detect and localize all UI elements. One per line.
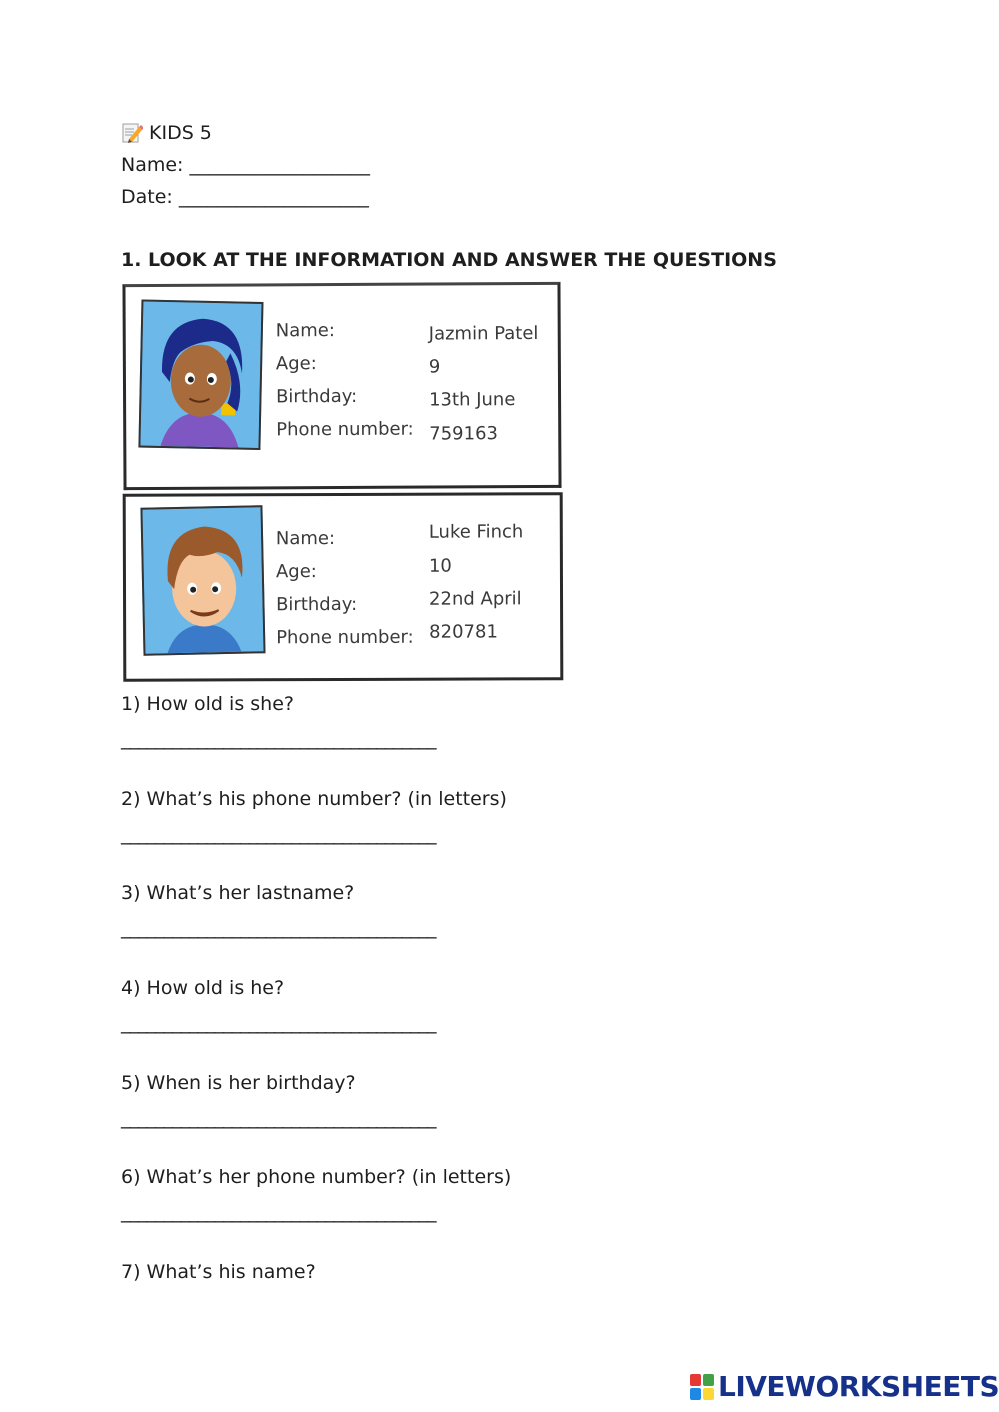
- section-heading: 1. LOOK AT THE INFORMATION AND ANSWER THE QUESTIONS: [121, 249, 777, 271]
- question-4: 4) How old is he?: [121, 977, 285, 999]
- age-value: 10: [428, 555, 452, 577]
- answer-line-6[interactable]: _____________________________________: [121, 1201, 436, 1223]
- info-cards-image: [121, 281, 561, 680]
- phone-value: 759163: [429, 423, 499, 445]
- name-field-line[interactable]: Name: ___________________: [121, 154, 370, 176]
- answer-line-4[interactable]: _____________________________________: [121, 1012, 436, 1034]
- date-field-line[interactable]: Date: ____________________: [121, 186, 369, 208]
- question-3: 3) What’s her lastname?: [121, 882, 355, 904]
- memo-pencil-icon: [121, 122, 143, 144]
- title-text: KIDS 5: [149, 122, 212, 144]
- age-value: 9: [428, 356, 441, 378]
- question-1: 1) How old is she?: [121, 693, 294, 715]
- logo-text: LIVEWORKSHEETS: [718, 1370, 999, 1403]
- info-card-luke: [123, 492, 564, 682]
- question-2: 2) What’s his phone number? (in letters): [121, 788, 507, 810]
- birthday-label: Birthday:: [276, 385, 358, 408]
- phone-value: 820781: [429, 621, 498, 643]
- name-value: Luke Finch: [428, 521, 524, 543]
- info-card-jazmin: [122, 282, 561, 490]
- age-label: Age:: [275, 561, 317, 583]
- answer-line-1[interactable]: _____________________________________: [121, 728, 436, 750]
- girl-portrait-icon: [138, 299, 263, 450]
- age-label: Age:: [275, 353, 317, 375]
- birthday-value: 13th June: [429, 389, 516, 411]
- boy-portrait-icon: [140, 505, 265, 656]
- phone-label: Phone number:: [276, 418, 414, 441]
- logo-mark-icon: [690, 1374, 714, 1400]
- question-5: 5) When is her birthday?: [121, 1072, 356, 1094]
- phone-label: Phone number:: [276, 626, 414, 649]
- liveworksheets-logo: [690, 1370, 999, 1403]
- name-label: Name:: [275, 320, 335, 342]
- answer-line-5[interactable]: _____________________________________: [121, 1107, 436, 1129]
- question-7: 7) What’s his name?: [121, 1261, 316, 1283]
- name-value: Jazmin Patel: [428, 322, 539, 345]
- answer-line-3[interactable]: _____________________________________: [121, 917, 436, 939]
- name-label: Name:: [275, 528, 336, 550]
- birthday-value: 22nd April: [429, 588, 522, 610]
- birthday-label: Birthday:: [276, 593, 358, 616]
- worksheet-title: [121, 122, 212, 144]
- answer-line-2[interactable]: _____________________________________: [121, 823, 436, 845]
- question-6: 6) What’s her phone number? (in letters): [121, 1166, 512, 1188]
